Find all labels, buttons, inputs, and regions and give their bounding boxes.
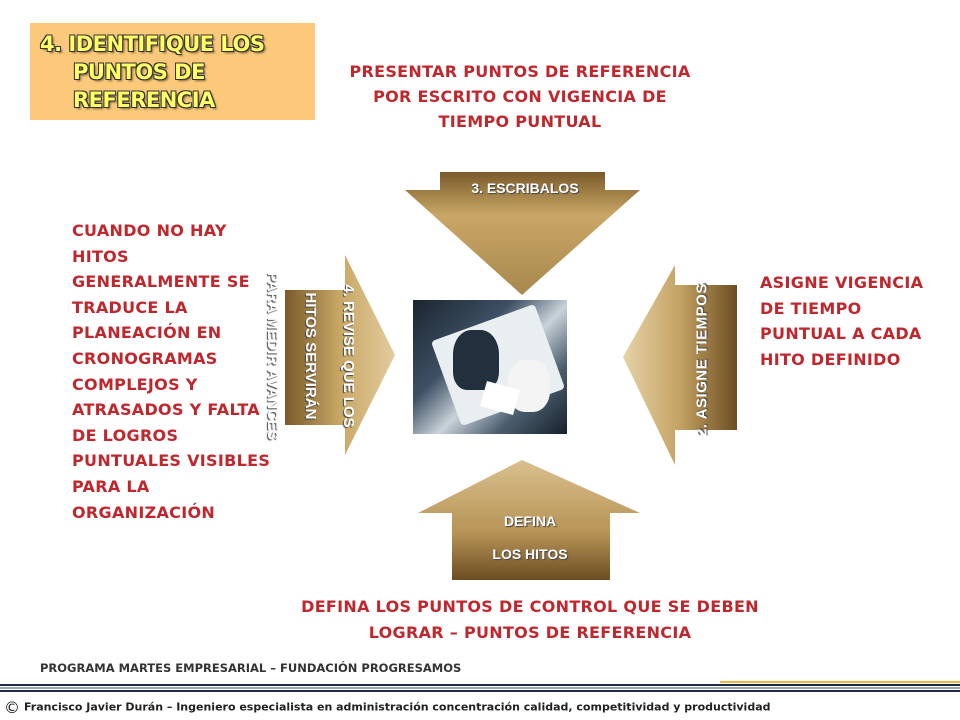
slide-title-line-2: PUNTOS DE bbox=[73, 60, 205, 84]
top-note: PRESENTAR PUNTOS DE REFERENCIA POR ESCRITO CON VIGENCIA DE TIEMPO PUNTUAL bbox=[349, 62, 691, 131]
arrow-left-label-2: HITOS SERVIRÁN bbox=[302, 292, 319, 420]
photo-person-dark bbox=[453, 330, 499, 390]
arrow-right bbox=[623, 265, 737, 465]
arrow-left-label-3: PARA MEDIR AVANCES bbox=[264, 271, 281, 441]
copyright-icon: © bbox=[4, 698, 20, 717]
slide-title-line-3: REFERENCIA bbox=[73, 88, 215, 112]
footer-copyright bbox=[4, 698, 960, 717]
left-note: CUANDO NO HAY HITOS GENERALMENTE SE TRADUCE LA PLANEACIÓN EN CRONOGRAMAS COMPLEJOS Y ATRASADOS Y FALTA DE LOGROS PUNTUALES VISIBLES PARA LA ORGANIZACIÓN bbox=[72, 221, 271, 522]
arrow-top-label: 3. ESCRIBALOS bbox=[471, 180, 579, 196]
bottom-note: DEFINA LOS PUNTOS DE CONTROL QUE SE DEBEN LOGRAR – PUNTOS DE REFERENCIA bbox=[301, 597, 759, 642]
right-note: ASIGNE VIGENCIA DE TIEMPO PUNTUAL A CADA HITO DEFINIDO bbox=[760, 273, 924, 370]
arrow-right-label: 2. ASIGNE TIEMPOS bbox=[693, 283, 711, 437]
arrow-left-label-1: 4. REVISE QUE LOS bbox=[340, 284, 357, 428]
arrow-bottom-label-2: LOS HITOS bbox=[492, 546, 568, 562]
slide-title-line-1: 4. IDENTIFIQUE LOS bbox=[40, 32, 265, 56]
arrow-bottom-label-1: DEFINA bbox=[503, 513, 557, 529]
footer-stripes bbox=[0, 681, 960, 695]
copyright-text: Francisco Javier Durán – Ingeniero especialista en administración concentración calidad, competitividad y productividad bbox=[24, 700, 771, 714]
business-meeting-photo bbox=[413, 300, 567, 434]
arrow-left-label bbox=[253, 272, 367, 440]
footer-program: PROGRAMA MARTES EMPRESARIAL – FUNDACIÓN PROGRESAMOS bbox=[40, 661, 462, 675]
